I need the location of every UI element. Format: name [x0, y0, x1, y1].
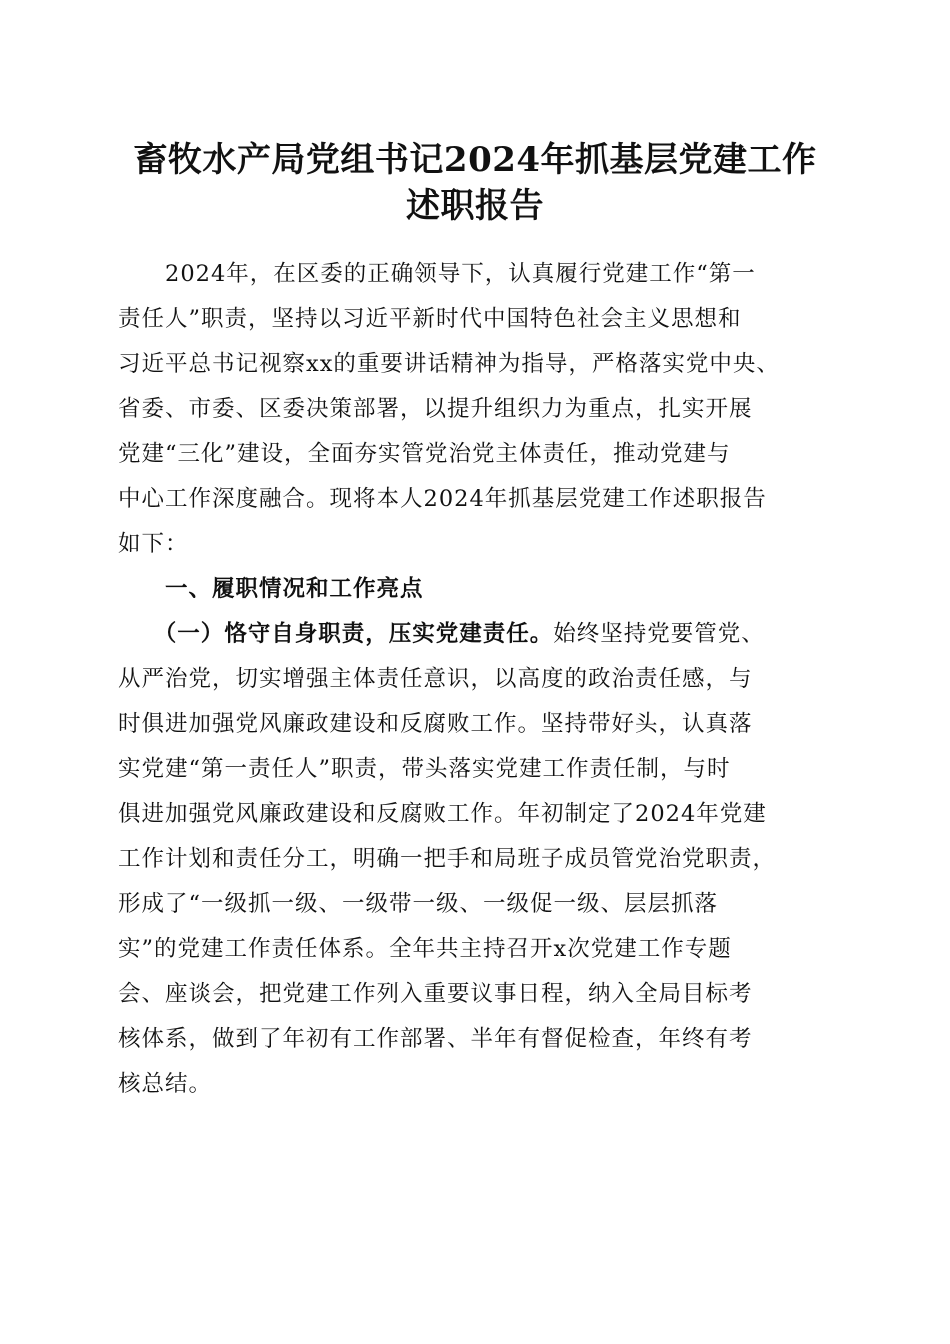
- intro-line: 中心工作深度融合。现将本人2024年抓基层党建工作述职报告: [118, 486, 767, 512]
- subsection-heading: （一）恪守自身职责，压实党建责任。: [118, 621, 554, 647]
- intro-line: 如下：: [118, 531, 189, 557]
- section-heading: 一、履职情况和工作亮点: [118, 576, 424, 602]
- intro-line: 省委、市委、区委决策部署，以提升组织力为重点，扎实开展: [118, 396, 753, 422]
- body-line: 工作计划和责任分工，明确一把手和局班子成员管党治党职责，: [118, 846, 777, 872]
- body-line: 会、座谈会，把党建工作列入重要议事日程，纳入全局目标考: [118, 981, 753, 1007]
- document-title-line-2: 述职报告: [406, 186, 544, 226]
- subsection-first-line: [118, 612, 848, 657]
- body-line: 形成了“一级抓一级、一级带一级、一级促一级、层层抓落: [118, 891, 719, 917]
- subsection-text: 始终坚持党要管党、: [553, 621, 765, 647]
- body-line: 核体系，做到了年初有工作部署、半年有督促检查，年终有考: [118, 1026, 753, 1052]
- body-line: 实党建“第一责任人”职责，带头落实党建工作责任制，与时: [118, 756, 731, 782]
- body-line: 从严治党，切实增强主体责任意识，以高度的政治责任感，与: [118, 666, 753, 692]
- intro-line: 党建“三化”建设，全面夯实管党治党主体责任，推动党建与: [118, 441, 731, 467]
- intro-line: 2024年，在区委的正确领导下，认真履行党建工作“第一: [118, 261, 756, 287]
- body-line: 俱进加强党风廉政建设和反腐败工作。年初制定了2024年党建: [118, 801, 767, 827]
- intro-line: 习近平总书记视察xx的重要讲话精神为指导，严格落实党中央、: [118, 351, 780, 377]
- document-title-line-1: 畜牧水产局党组书记2024年抓基层党建工作: [133, 140, 817, 180]
- body-line: 实”的党建工作责任体系。全年共主持召开x次党建工作专题: [118, 936, 732, 962]
- body-line: 核总结。: [118, 1071, 213, 1097]
- document-body: [118, 252, 848, 1107]
- intro-line: 责任人”职责，坚持以习近平新时代中国特色社会主义思想和: [118, 306, 742, 332]
- body-line: 时俱进加强党风廉政建设和反腐败工作。坚持带好头，认真落: [118, 711, 753, 737]
